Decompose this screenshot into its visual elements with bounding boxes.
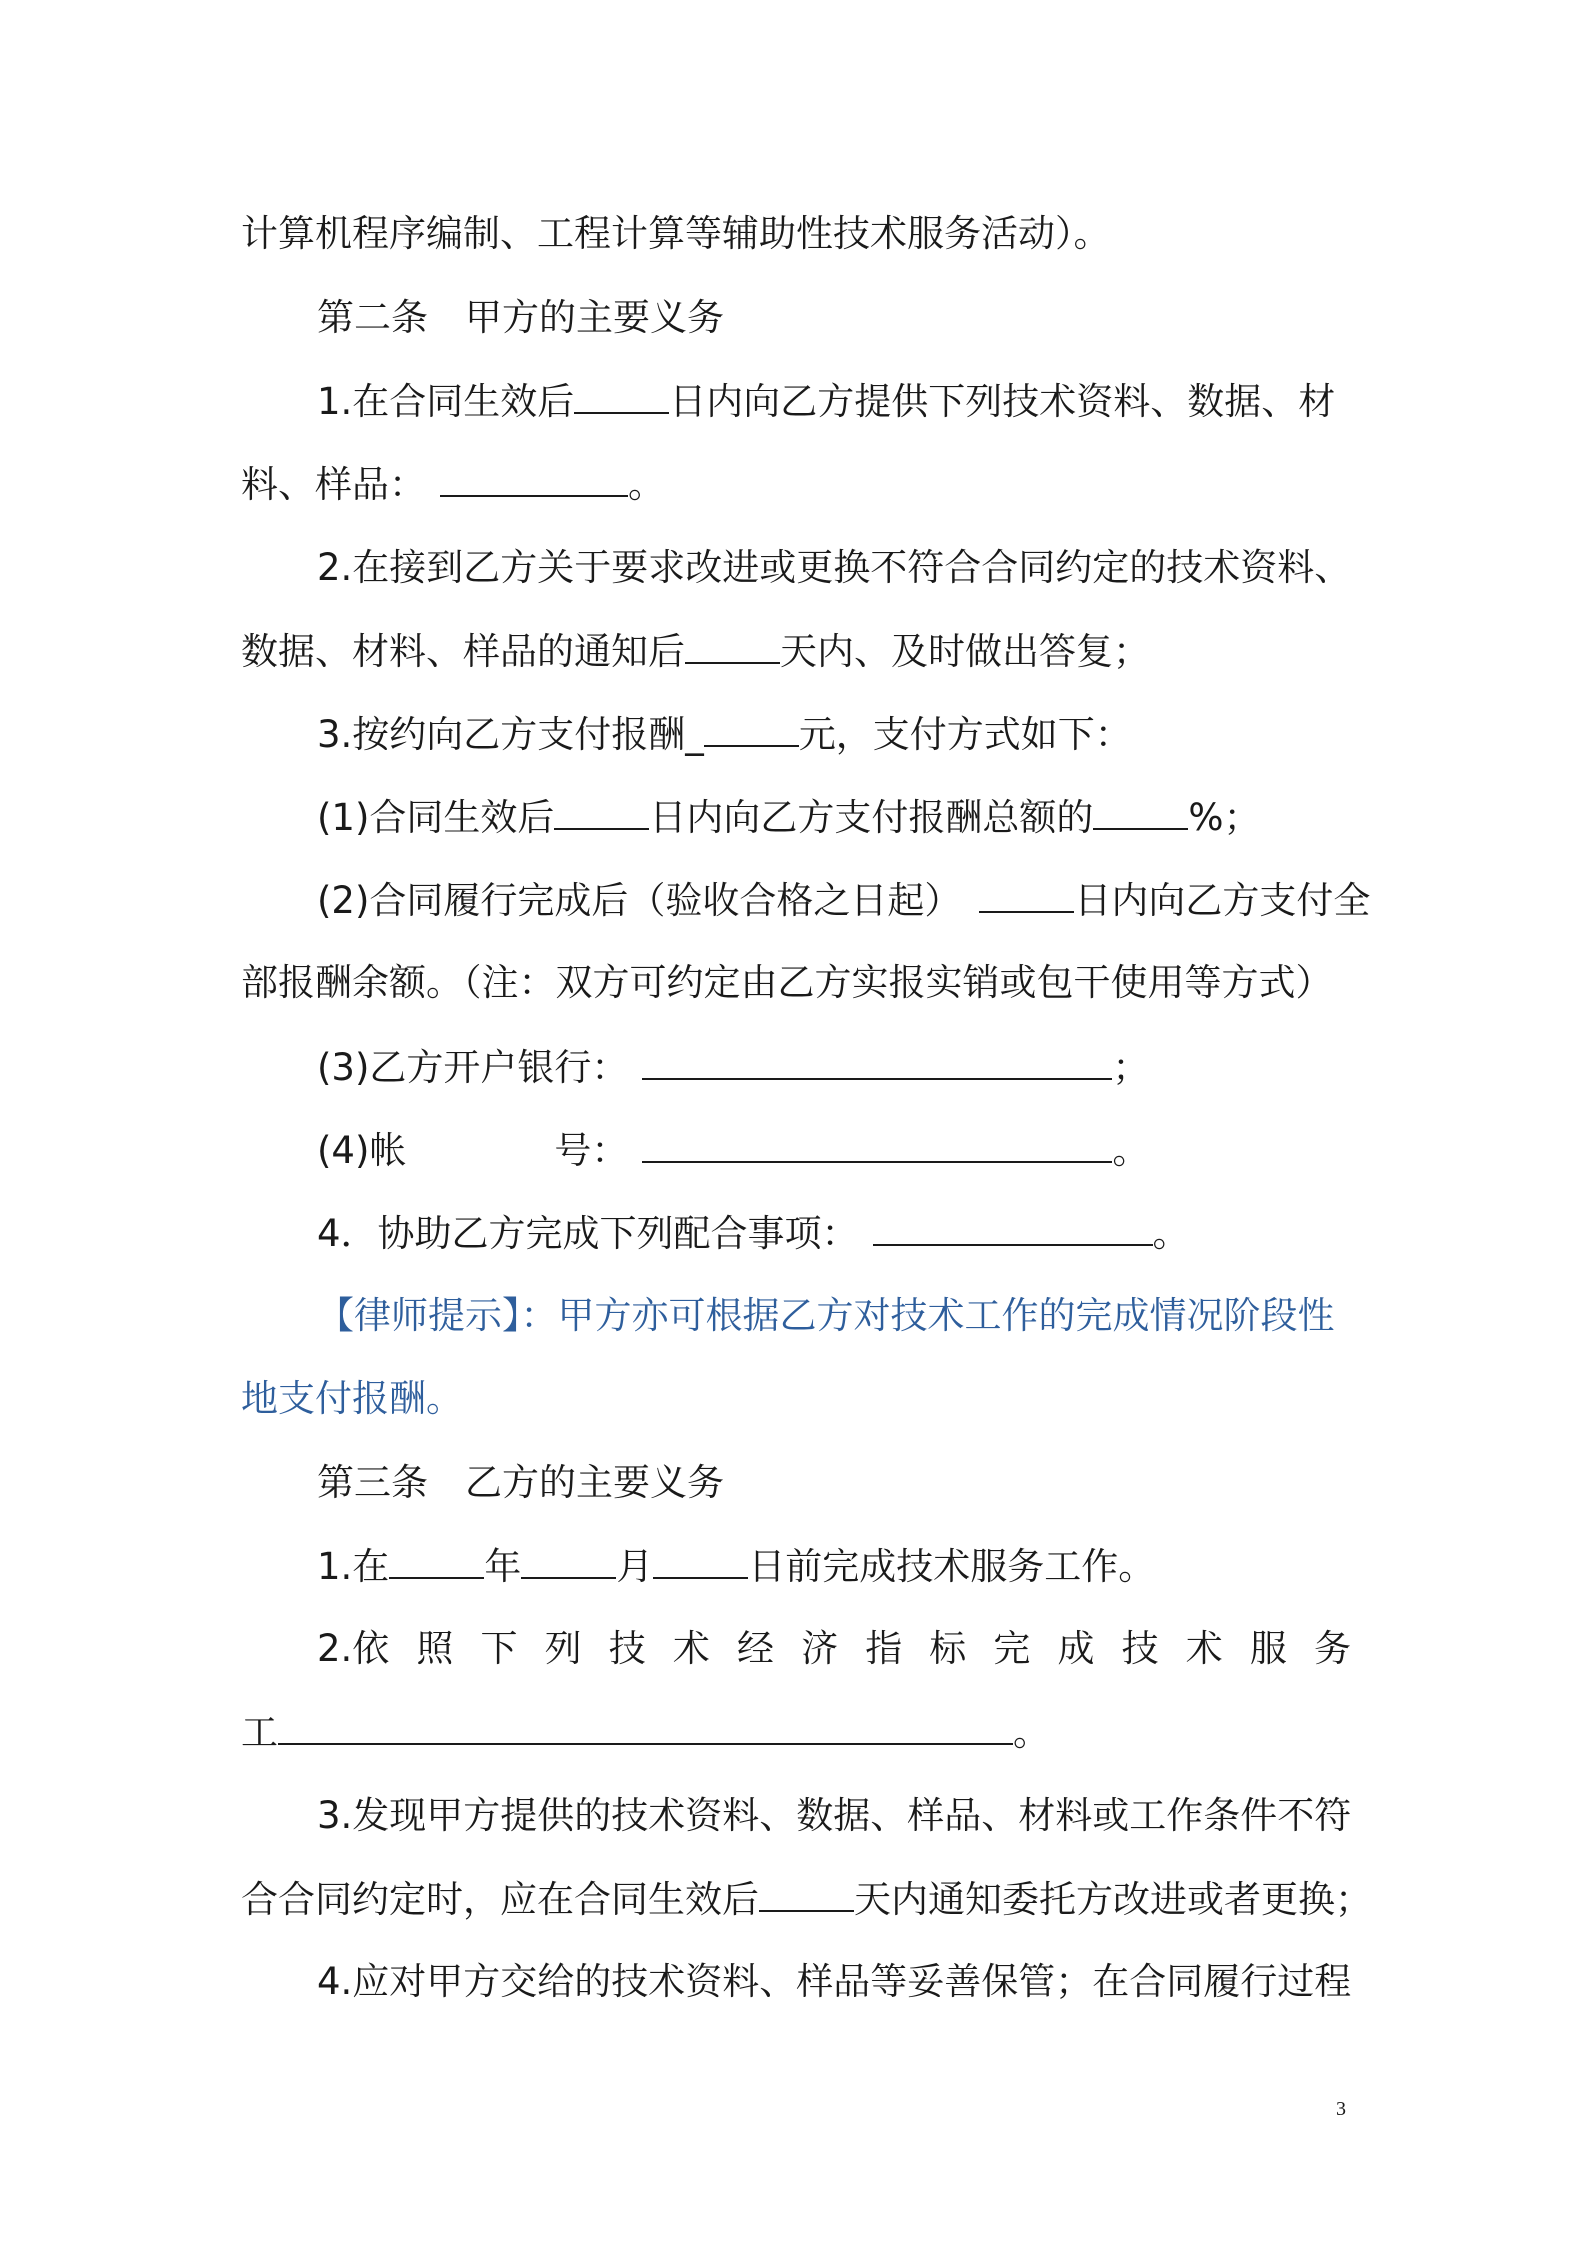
- article-3-heading: 第三条 乙方的主要义务: [317, 1461, 724, 1504]
- page-number: 3: [1336, 2098, 1346, 2120]
- text-line: (2)合同履行完成后（验收合格之日起） 日内向乙方支付全: [317, 875, 1351, 926]
- blank-field[interactable]: [554, 792, 649, 830]
- text-line: 合合同约定时，应在合同生效后 天内通知委托方改进或者更换；: [241, 1874, 1351, 1925]
- text-line: 4.应对甲方交给的技术资料、样品等妥善保管；在合同履行过程: [317, 1960, 1352, 2003]
- text-line: 部报酬余额。（注：双方可约定由乙方实报实销或包干使用等方式）: [241, 961, 1333, 1004]
- text-line: (4)帐 号： 。: [317, 1125, 1351, 1176]
- text-line: 4．协助乙方完成下列配合事项： 。: [317, 1208, 1351, 1259]
- day-field[interactable]: [653, 1541, 748, 1579]
- text-line: 3.按约向乙方支付报酬_ 元，支付方式如下：: [317, 709, 1351, 760]
- text-line: 3.发现甲方提供的技术资料、数据、样品、材料或工作条件不符: [317, 1794, 1352, 1837]
- blank-field[interactable]: [440, 459, 628, 497]
- blank-field[interactable]: [704, 709, 799, 747]
- month-field[interactable]: [521, 1541, 616, 1579]
- text-line: (1)合同生效后 日内向乙方支付报酬总额的 %；: [317, 792, 1351, 843]
- blank-field[interactable]: [1093, 792, 1188, 830]
- text-line: 1.在 年 月 日前完成技术服务工作。: [317, 1541, 1351, 1592]
- bank-field[interactable]: [642, 1042, 1112, 1080]
- text-line: 数据、材料、样品的通知后 天内、及时做出答复；: [241, 626, 1351, 677]
- text-line: (3)乙方开户银行： ；: [317, 1042, 1351, 1093]
- blank-field[interactable]: [685, 626, 780, 664]
- text-line: 工 。: [241, 1707, 1351, 1758]
- text-line: 1.在合同生效后 日内向乙方提供下列技术资料、数据、材: [317, 376, 1351, 427]
- blank-field[interactable]: [759, 1874, 854, 1912]
- article-2-heading: 第二条 甲方的主要义务: [317, 296, 724, 339]
- account-field[interactable]: [642, 1125, 1112, 1163]
- text-line: 2.依 照 下 列 技 术 经 济 指 标 完 成 技 术 服 务: [317, 1627, 1351, 1670]
- text-line: 计算机程序编制、工程计算等辅助性技术服务活动）。: [241, 212, 1111, 255]
- blank-field[interactable]: [278, 1707, 1013, 1745]
- year-field[interactable]: [389, 1541, 484, 1579]
- text-line: 2.在接到乙方关于要求改进或更换不符合合同约定的技术资料、: [317, 546, 1352, 589]
- blank-field[interactable]: [979, 875, 1074, 913]
- lawyer-tip: 地支付报酬。: [241, 1377, 463, 1420]
- lawyer-tip: 【律师提示】：甲方亦可根据乙方对技术工作的完成情况阶段性: [317, 1294, 1335, 1337]
- blank-field[interactable]: [873, 1208, 1153, 1246]
- text-line: 料、样品： 。: [241, 459, 1351, 510]
- blank-field[interactable]: [574, 376, 669, 414]
